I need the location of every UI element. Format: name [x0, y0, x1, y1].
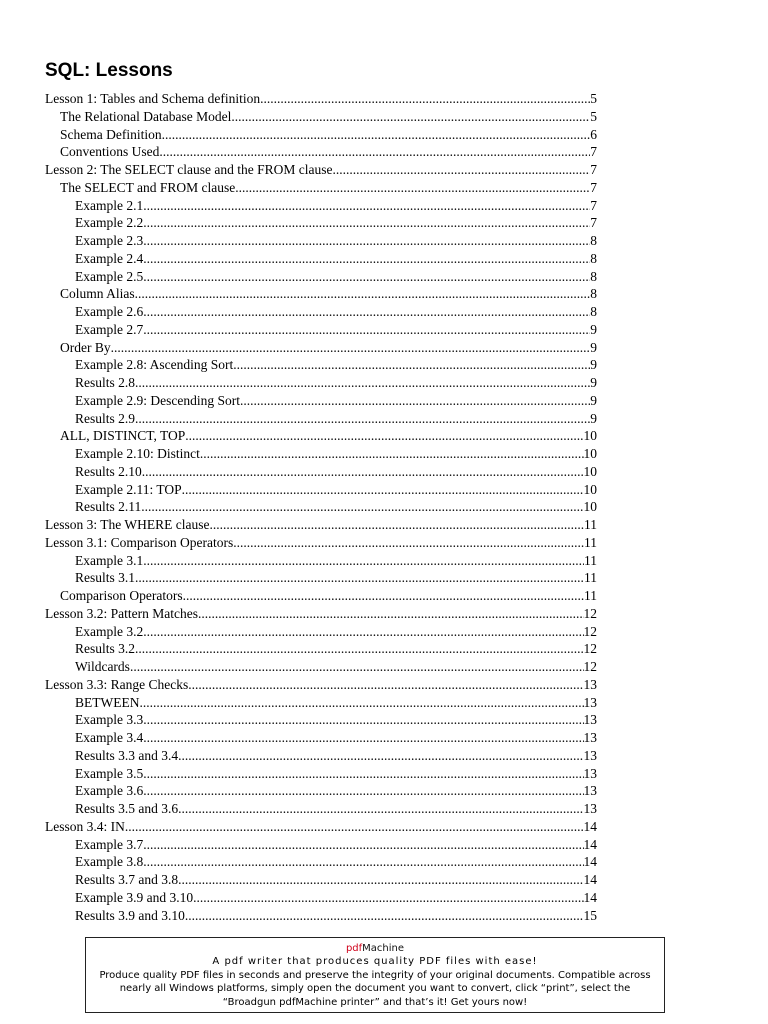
toc-dot-leader	[185, 427, 583, 445]
toc-dot-leader	[209, 516, 584, 534]
toc-entry-page-number: 12	[583, 623, 597, 639]
toc-entry-title: Results 3.3 and 3.4	[75, 747, 179, 763]
toc-dot-leader	[233, 534, 584, 552]
toc-entry-title: Example 2.1	[75, 197, 144, 213]
toc-entry[interactable]	[45, 143, 597, 161]
toc-entry-page-number: 8	[590, 250, 597, 266]
toc-entry-page-number: 7	[590, 162, 597, 177]
toc-entry-page-number: 14	[583, 872, 597, 887]
toc-entry[interactable]	[45, 729, 597, 747]
brand-suffix: Machine	[362, 943, 405, 954]
toc-entry-page-number: 13	[583, 730, 597, 745]
toc-dot-leader	[141, 498, 583, 516]
toc-entry[interactable]	[45, 214, 597, 232]
toc-dot-leader	[182, 481, 584, 499]
toc-entry[interactable]	[45, 126, 597, 144]
toc-entry[interactable]	[45, 552, 597, 570]
toc-entry-page-number: 14	[583, 889, 597, 905]
toc-entry-title: Example 2.4	[75, 250, 144, 266]
toc-dot-leader	[111, 339, 591, 357]
toc-dot-leader	[143, 836, 583, 854]
toc-entry-title: The Relational Database Model	[60, 108, 232, 124]
toc-entry[interactable]	[45, 90, 597, 108]
toc-dot-leader	[198, 605, 584, 623]
toc-entry-title: Example 3.4	[75, 730, 144, 745]
toc-entry-page-number: 5	[590, 91, 597, 106]
toc-dot-leader	[235, 179, 590, 197]
toc-dot-leader	[231, 108, 590, 126]
toc-entry-title: Lesson 1: Tables and Schema definition	[45, 91, 261, 106]
toc-entry[interactable]	[45, 303, 597, 321]
toc-dot-leader	[260, 90, 590, 108]
toc-dot-leader	[185, 907, 584, 925]
toc-entry-title: Schema Definition	[60, 126, 162, 142]
toc-dot-leader	[200, 445, 584, 463]
toc-entry-page-number: 14	[583, 854, 597, 870]
advert-tagline: A pdf writer that produces quality PDF files with ease!	[212, 956, 538, 968]
toc-entry[interactable]	[45, 481, 597, 499]
toc-entry-page-number: 11	[584, 570, 597, 586]
toc-entry-page-number: 8	[590, 268, 597, 284]
toc-entry[interactable]	[45, 711, 597, 729]
toc-entry-title: Lesson 3: The WHERE clause	[45, 517, 210, 532]
toc-entry-title: Results 2.11	[75, 499, 142, 515]
toc-entry[interactable]	[45, 108, 597, 126]
toc-dot-leader	[193, 889, 583, 907]
toc-entry-title: Results 2.10	[75, 463, 142, 479]
toc-entry[interactable]	[45, 356, 597, 374]
toc-entry-title: Example 3.9 and 3.10	[75, 889, 194, 905]
toc-entry-title: Example 3.5	[75, 765, 144, 781]
toc-entry-title: Example 3.8	[75, 854, 144, 870]
toc-entry-page-number: 11	[584, 517, 597, 532]
page-title: SQL: Lessons	[45, 60, 173, 81]
toc-dot-leader	[159, 143, 590, 161]
toc-entry-title: Column Alias	[60, 286, 135, 302]
toc-dot-leader	[178, 871, 583, 889]
toc-dot-leader	[135, 285, 591, 303]
toc-entry-page-number: 12	[583, 641, 597, 657]
toc-entry-title: Lesson 3.4: IN	[45, 818, 125, 834]
toc-entry-page-number: 10	[583, 463, 597, 479]
toc-entry-title: Example 2.10: Distinct	[75, 446, 200, 461]
toc-entry-page-number: 6	[590, 126, 597, 142]
toc-dot-leader	[143, 711, 583, 729]
toc-dot-leader	[188, 676, 583, 694]
toc-entry[interactable]	[45, 605, 597, 623]
toc-entry-page-number: 7	[590, 215, 597, 231]
toc-entry[interactable]	[45, 232, 597, 250]
toc-entry-page-number: 8	[590, 233, 597, 248]
toc-entry-title: Comparison Operators	[60, 588, 183, 603]
toc-entry[interactable]	[45, 427, 597, 445]
toc-entry[interactable]	[45, 782, 597, 800]
toc-entry[interactable]	[45, 658, 597, 676]
toc-entry[interactable]	[45, 179, 597, 197]
toc-entry-title: Lesson 3.3: Range Checks	[45, 676, 189, 692]
toc-entry[interactable]	[45, 410, 597, 428]
toc-entry-title: Results 3.9 and 3.10	[75, 907, 185, 923]
toc-entry-title: Example 3.2	[75, 623, 144, 639]
toc-entry-title: Example 2.11: TOP	[75, 481, 182, 497]
toc-entry-page-number: 13	[583, 783, 597, 799]
toc-entry-page-number: 9	[590, 357, 597, 373]
advert-description: Produce quality PDF files in seconds and preserve the integrity of your original documents. Compatible across nearly all Windows platforms, simply open the document you want to convert, click “print”, select the “Broadgun pdfMachine printer” and that’s it! Get yours now!	[99, 969, 651, 1008]
toc-entry[interactable]	[45, 445, 597, 463]
toc-dot-leader	[143, 250, 590, 268]
toc-entry[interactable]	[45, 339, 597, 357]
toc-entry-title: Results 3.1	[75, 570, 136, 586]
toc-dot-leader	[143, 623, 583, 641]
toc-dot-leader	[143, 729, 583, 747]
toc-entry-page-number: 13	[583, 747, 597, 763]
toc-entry-page-number: 13	[583, 676, 597, 692]
toc-dot-leader	[178, 800, 583, 818]
toc-entry-page-number: 8	[590, 286, 597, 302]
toc-entry[interactable]	[45, 285, 597, 303]
toc-entry[interactable]	[45, 800, 597, 818]
toc-entry[interactable]	[45, 197, 597, 215]
toc-entry-title: Example 3.3	[75, 712, 144, 728]
toc-entry-page-number: 10	[583, 499, 597, 515]
toc-dot-leader	[143, 782, 583, 800]
toc-dot-leader	[240, 392, 590, 410]
toc-entry[interactable]	[45, 587, 597, 605]
toc-entry-page-number: 11	[584, 588, 597, 603]
toc-dot-leader	[135, 374, 590, 392]
toc-entry-title: Lesson 3.2: Pattern Matches	[45, 605, 198, 621]
toc-entry-title: Results 3.5 and 3.6	[75, 801, 179, 816]
toc-entry[interactable]	[45, 640, 597, 658]
toc-entry[interactable]	[45, 161, 597, 179]
toc-dot-leader	[135, 640, 583, 658]
toc-entry[interactable]	[45, 765, 597, 783]
toc-entry-title: Example 2.9: Descending Sort	[75, 392, 240, 408]
toc-entry-page-number: 11	[584, 534, 597, 550]
toc-entry-title: Wildcards	[75, 659, 130, 674]
toc-dot-leader	[183, 587, 584, 605]
toc-entry[interactable]	[45, 871, 597, 889]
toc-entry[interactable]	[45, 747, 597, 765]
toc-dot-leader	[162, 126, 591, 144]
toc-entry-page-number: 5	[590, 108, 597, 124]
toc-dot-leader	[178, 747, 583, 765]
toc-entry-title: Lesson 2: The SELECT clause and the FROM clause	[45, 162, 333, 177]
pdfmachine-advert-banner	[85, 937, 665, 1013]
toc-entry-title: ALL, DISTINCT, TOP	[60, 428, 186, 444]
toc-entry[interactable]	[45, 516, 597, 534]
toc-dot-leader	[143, 214, 590, 232]
toc-entry-page-number: 10	[583, 446, 597, 461]
toc-entry[interactable]	[45, 676, 597, 694]
toc-dot-leader	[143, 268, 590, 286]
toc-entry-title: Results 2.9	[75, 410, 136, 426]
toc-entry-page-number: 8	[590, 304, 597, 319]
toc-entry[interactable]	[45, 250, 597, 268]
toc-entry[interactable]	[45, 463, 597, 481]
toc-dot-leader	[143, 197, 590, 215]
toc-dot-leader	[143, 303, 590, 321]
toc-entry-page-number: 10	[583, 428, 597, 444]
toc-entry[interactable]	[45, 889, 597, 907]
toc-entry-page-number: 9	[590, 339, 597, 355]
toc-entry[interactable]	[45, 374, 597, 392]
toc-entry[interactable]	[45, 498, 597, 516]
toc-entry-page-number: 7	[590, 144, 597, 160]
toc-entry-page-number: 13	[583, 801, 597, 816]
toc-entry-title: Results 3.2	[75, 641, 136, 657]
toc-dot-leader	[139, 694, 583, 712]
toc-entry[interactable]	[45, 321, 597, 339]
toc-dot-leader	[332, 161, 590, 179]
toc-entry[interactable]	[45, 907, 597, 925]
toc-entry[interactable]	[45, 694, 597, 712]
toc-entry-page-number: 12	[583, 659, 597, 674]
toc-entry-page-number: 11	[584, 552, 597, 568]
toc-entry-page-number: 10	[583, 481, 597, 497]
toc-entry-title: BETWEEN	[75, 694, 140, 710]
toc-entry-title: Order By	[60, 339, 111, 355]
toc-dot-leader	[143, 765, 583, 783]
toc-dot-leader	[143, 853, 583, 871]
toc-dot-leader	[125, 818, 584, 836]
brand-prefix: pdf	[345, 943, 363, 954]
toc-entry-title: Example 2.2	[75, 215, 144, 231]
toc-dot-leader	[130, 658, 584, 676]
toc-entry[interactable]	[45, 534, 597, 552]
toc-entry-page-number: 9	[590, 321, 597, 337]
toc-entry-page-number: 7	[590, 197, 597, 213]
toc-dot-leader	[233, 356, 590, 374]
toc-entry-page-number: 9	[590, 375, 597, 390]
toc-entry[interactable]	[45, 268, 597, 286]
toc-entry-page-number: 9	[590, 392, 597, 408]
toc-entry-title: Example 3.7	[75, 836, 144, 852]
toc-dot-leader	[135, 410, 590, 428]
toc-entry[interactable]	[45, 623, 597, 641]
toc-entry-title: Example 2.3	[75, 233, 144, 248]
toc-entry-title: Example 2.7	[75, 321, 144, 337]
toc-dot-leader	[143, 232, 590, 250]
toc-entry[interactable]	[45, 853, 597, 871]
toc-entry-title: Example 2.5	[75, 268, 144, 284]
toc-entry-title: The SELECT and FROM clause	[60, 179, 236, 195]
toc-entry-page-number: 12	[583, 605, 597, 621]
toc-entry-title: Example 3.6	[75, 783, 144, 799]
toc-entry-title: Lesson 3.1: Comparison Operators	[45, 534, 234, 550]
toc-entry-page-number: 13	[583, 694, 597, 710]
toc-entry-title: Results 2.8	[75, 375, 136, 390]
toc-dot-leader	[143, 552, 584, 570]
toc-entry-page-number: 14	[583, 818, 597, 834]
toc-entry-title: Example 2.8: Ascending Sort	[75, 357, 234, 373]
toc-entry-title: Results 3.7 and 3.8	[75, 872, 179, 887]
toc-entry-page-number: 14	[583, 836, 597, 852]
toc-entry-title: Conventions Used	[60, 144, 160, 160]
toc-dot-leader	[135, 569, 584, 587]
toc-entry-title: Example 2.6	[75, 304, 144, 319]
table-of-contents	[45, 90, 597, 924]
toc-entry[interactable]	[45, 818, 597, 836]
toc-entry[interactable]	[45, 392, 597, 410]
toc-entry-title: Example 3.1	[75, 552, 144, 568]
toc-entry-page-number: 13	[583, 712, 597, 728]
pdfmachine-logo-text[interactable]	[86, 942, 664, 955]
toc-entry-page-number: 13	[583, 765, 597, 781]
toc-entry-page-number: 7	[590, 179, 597, 195]
toc-entry-page-number: 15	[583, 907, 597, 923]
toc-entry[interactable]	[45, 569, 597, 587]
toc-dot-leader	[142, 463, 584, 481]
toc-entry[interactable]	[45, 836, 597, 854]
toc-entry-page-number: 9	[590, 410, 597, 426]
toc-dot-leader	[143, 321, 590, 339]
